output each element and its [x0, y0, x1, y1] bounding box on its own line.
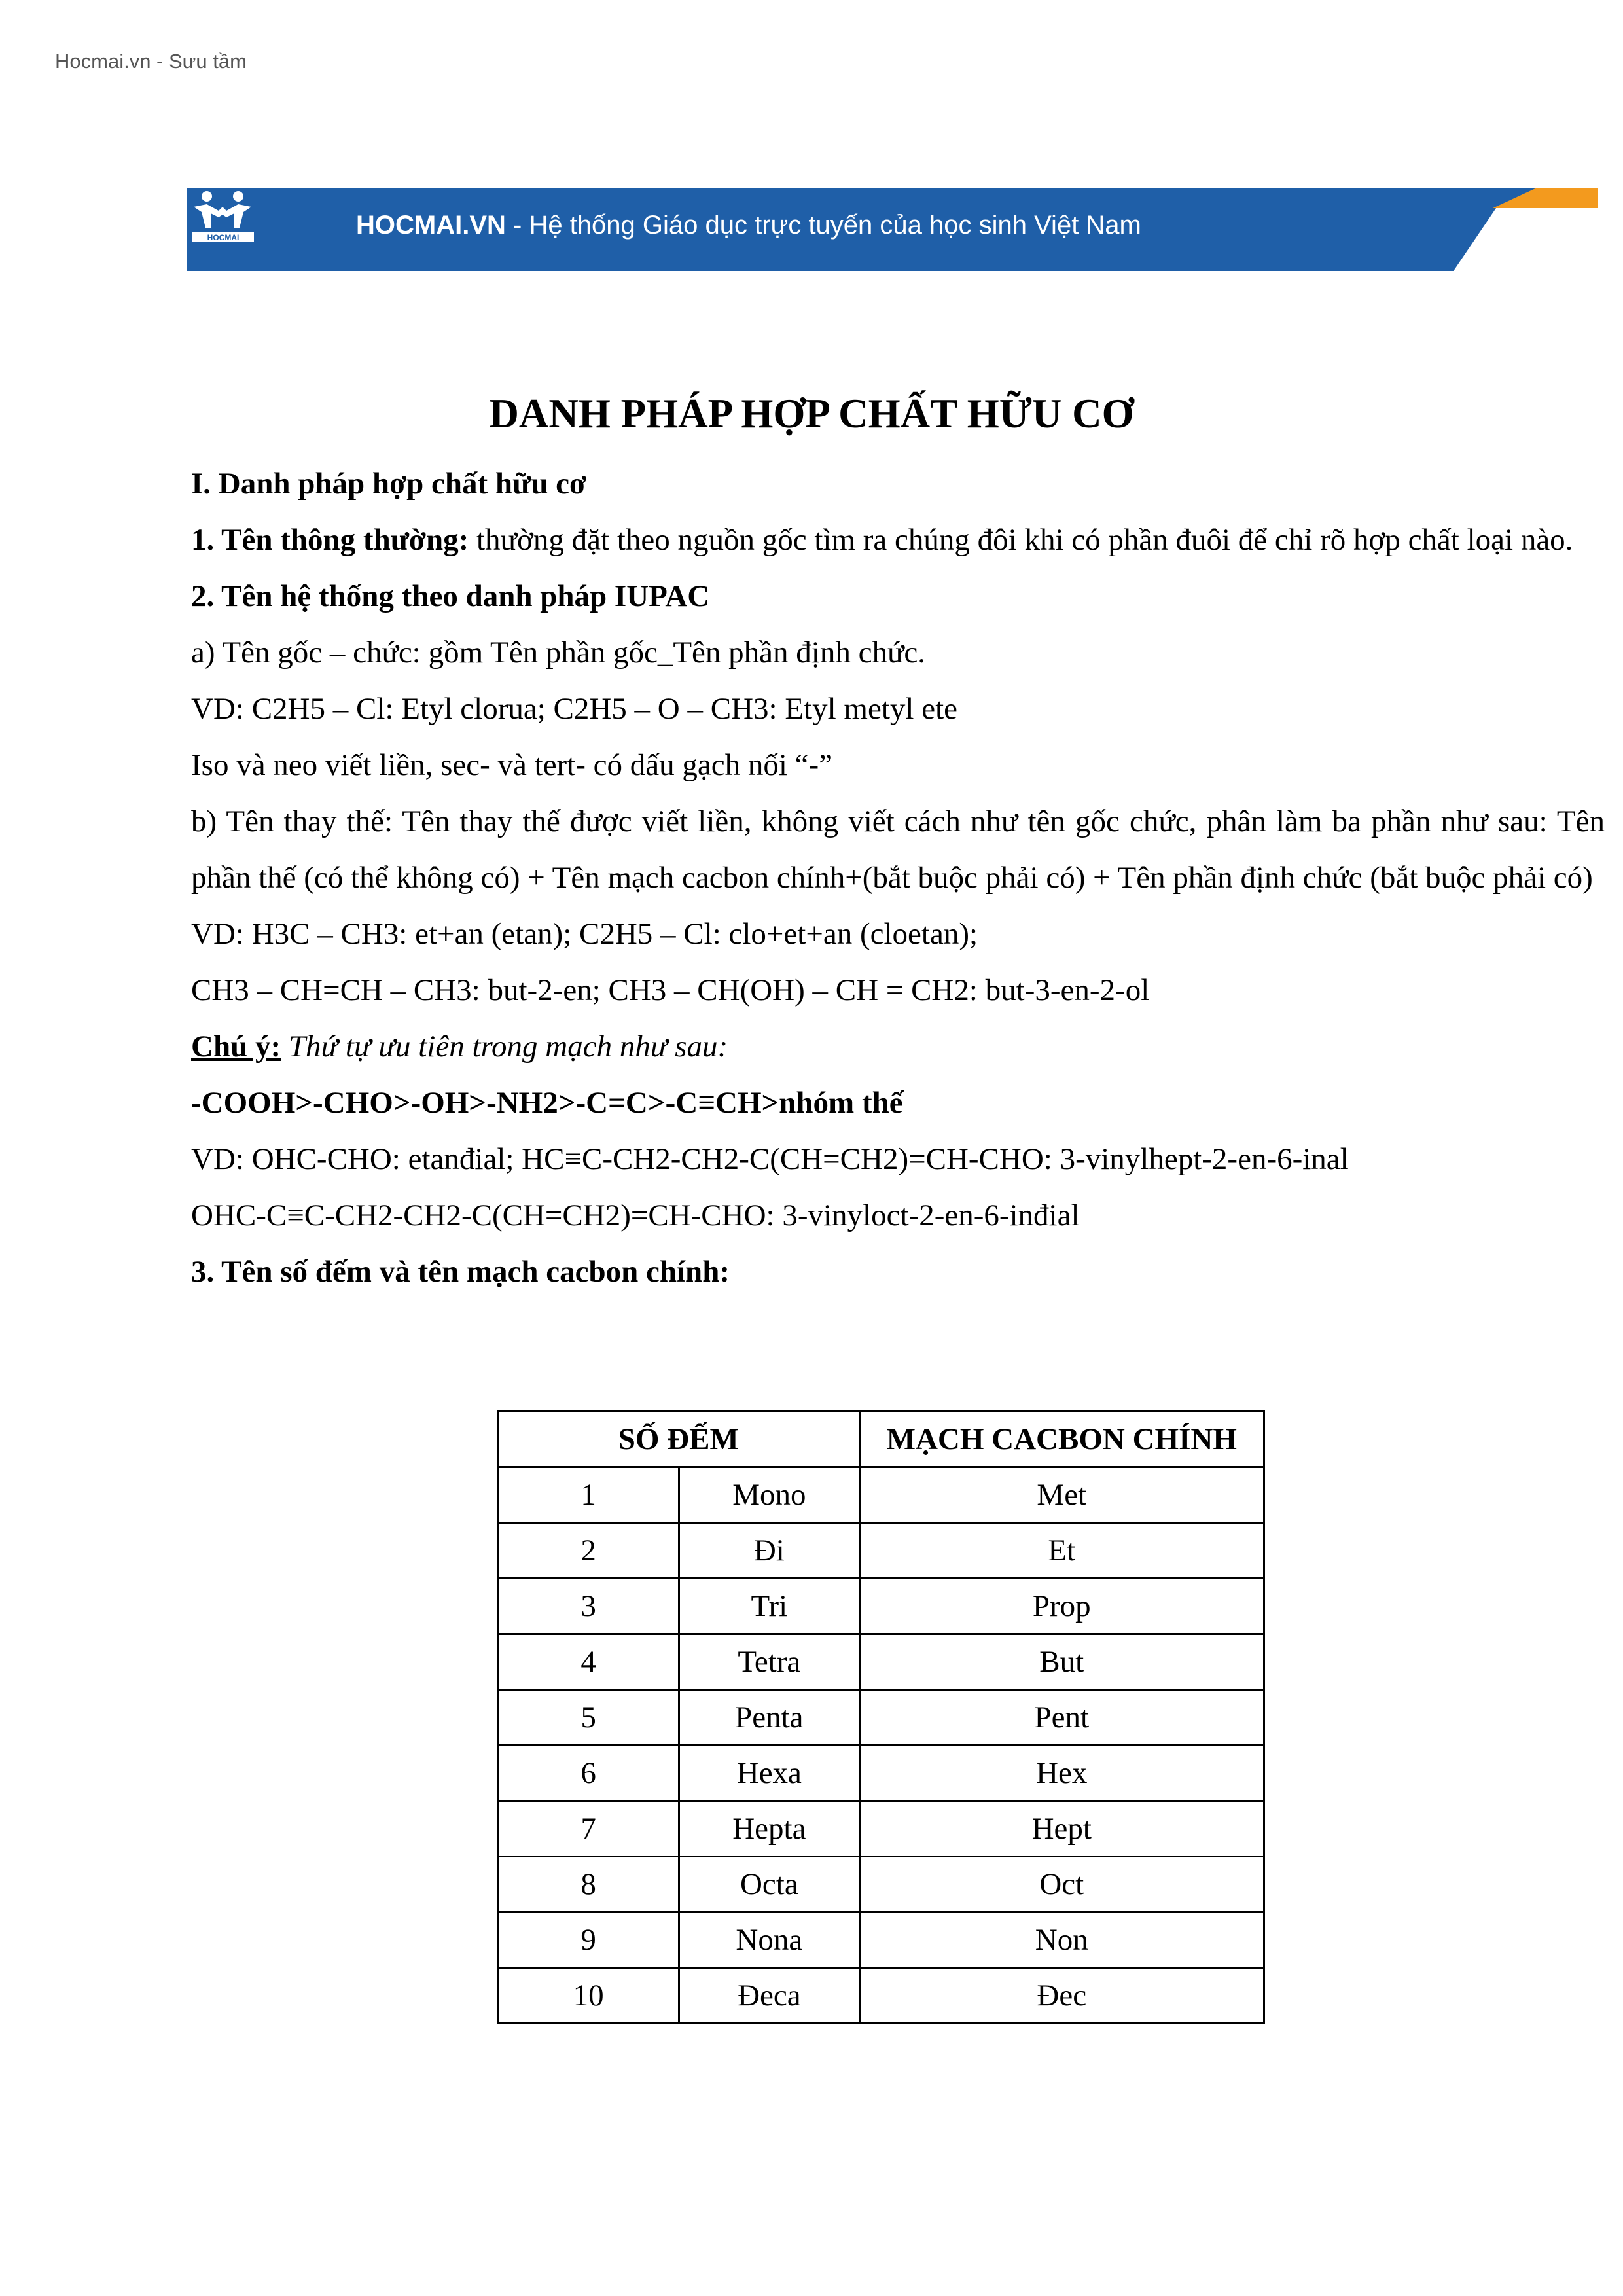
- row-number: 10: [498, 1968, 679, 2024]
- substitutive-name: b) Tên thay thế: Tên thay thế được viết liền, không viết cách như tên gốc chức, phân làm ba phần như sau: Tên phần thế (có thể không có) + Tên mạch cacbon chính+(bắt buộc phải có) + Tên phần định chức (bắt buộc phải có): [191, 804, 1605, 895]
- row-number: 8: [498, 1857, 679, 1912]
- source-watermark: Hocmai.vn - Sưu tầm: [55, 50, 247, 73]
- row-chain-name: Hept: [859, 1801, 1264, 1857]
- row-chain-name: Met: [859, 1467, 1264, 1523]
- row-chain-name: Pent: [859, 1690, 1264, 1746]
- table-row: [498, 1634, 1264, 1690]
- table-row: [498, 1857, 1264, 1912]
- numbering-table: [497, 1410, 1265, 2024]
- document-body: [191, 456, 1605, 1300]
- iso-neo-note: Iso và neo viết liền, sec- và tert- có dấu gạch nối “-”: [191, 748, 833, 782]
- table-row: [498, 1968, 1264, 2024]
- table-row: [498, 1746, 1264, 1801]
- table-row: [498, 1912, 1264, 1968]
- row-chain-name: But: [859, 1634, 1264, 1690]
- iupac-heading: 2. Tên hệ thống theo danh pháp IUPAC: [191, 579, 710, 613]
- row-number: 6: [498, 1746, 679, 1801]
- priority-note: [191, 1018, 1605, 1075]
- row-chain-name: Oct: [859, 1857, 1264, 1912]
- header-banner: [187, 188, 1598, 271]
- banner-text: [356, 211, 1141, 240]
- table-row: [498, 1579, 1264, 1634]
- substitutive-example-1: VD: H3C – CH3: et+an (etan); C2H5 – Cl: clo+et+an (cloetan);: [191, 917, 978, 951]
- row-prefix: Nona: [679, 1912, 859, 1968]
- radical-functional-name: a) Tên gốc – chức: gồm Tên phần gốc_Tên phần định chức.: [191, 636, 926, 670]
- table-row: [498, 1801, 1264, 1857]
- priority-order: -COOH>-CHO>-OH>-NH2>-C=C>-C≡CH>nhóm thế: [191, 1086, 903, 1120]
- common-name-label: 1. Tên thông thường:: [191, 523, 469, 557]
- row-prefix: Tetra: [679, 1634, 859, 1690]
- row-number: 4: [498, 1634, 679, 1690]
- row-chain-name: Đec: [859, 1968, 1264, 2024]
- hocmai-logo-icon: [187, 188, 259, 246]
- header-main-chain: MẠCH CACBON CHÍNH: [859, 1412, 1264, 1467]
- row-prefix: Đi: [679, 1523, 859, 1579]
- table-row: [498, 1690, 1264, 1746]
- row-prefix: Penta: [679, 1690, 859, 1746]
- banner-brand: HOCMAI.VN: [356, 211, 506, 240]
- document-title: DANH PHÁP HỢP CHẤT HỮU CƠ: [489, 391, 1134, 437]
- row-chain-name: Non: [859, 1912, 1264, 1968]
- row-prefix: Octa: [679, 1857, 859, 1912]
- note-label: Chú ý:: [191, 1030, 281, 1064]
- row-number: 7: [498, 1801, 679, 1857]
- banner-slogan: - Hệ thống Giáo dục trực tuyến của học sinh Việt Nam: [505, 211, 1141, 240]
- table-row: [498, 1523, 1264, 1579]
- row-number: 3: [498, 1579, 679, 1634]
- header-count: SỐ ĐẾM: [498, 1412, 860, 1467]
- section-1-heading: I. Danh pháp hợp chất hữu cơ: [191, 467, 587, 501]
- example-4: OHC-C≡C-CH2-CH2-C(CH=CH2)=CH-CHO: 3-vinyloct-2-en-6-inđial: [191, 1198, 1080, 1232]
- row-chain-name: Et: [859, 1523, 1264, 1579]
- row-prefix: Hexa: [679, 1746, 859, 1801]
- substitutive-example-2: CH3 – CH=CH – CH3: but-2-en; CH3 – CH(OH) – CH = CH2: but-3-en-2-ol: [191, 973, 1150, 1007]
- row-prefix: Mono: [679, 1467, 859, 1523]
- row-chain-name: Hex: [859, 1746, 1264, 1801]
- logo-label: HOCMAI: [207, 233, 240, 242]
- row-number: 2: [498, 1523, 679, 1579]
- table-row: [498, 1467, 1264, 1523]
- example-3: VD: OHC-CHO: etanđial; HC≡C-CH2-CH2-C(CH=CH2)=CH-CHO: 3-vinylhept-2-en-6-inal: [191, 1142, 1349, 1176]
- common-name-text: thường đặt theo nguồn gốc tìm ra chúng đôi khi có phần đuôi để chỉ rõ hợp chất loại nào.: [469, 523, 1573, 557]
- row-number: 1: [498, 1467, 679, 1523]
- row-prefix: Đeca: [679, 1968, 859, 2024]
- section-3-heading: 3. Tên số đếm và tên mạch cacbon chính:: [191, 1255, 730, 1289]
- paragraph-common-name: [191, 512, 1605, 568]
- row-number: 5: [498, 1690, 679, 1746]
- row-chain-name: Prop: [859, 1579, 1264, 1634]
- row-prefix: Tri: [679, 1579, 859, 1634]
- table-header-row: [498, 1412, 1264, 1467]
- row-number: 9: [498, 1912, 679, 1968]
- radical-functional-example: VD: C2H5 – Cl: Etyl clorua; C2H5 – O – CH3: Etyl metyl ete: [191, 692, 957, 726]
- note-text: Thứ tự ưu tiên trong mạch như sau:: [281, 1030, 728, 1064]
- row-prefix: Hepta: [679, 1801, 859, 1857]
